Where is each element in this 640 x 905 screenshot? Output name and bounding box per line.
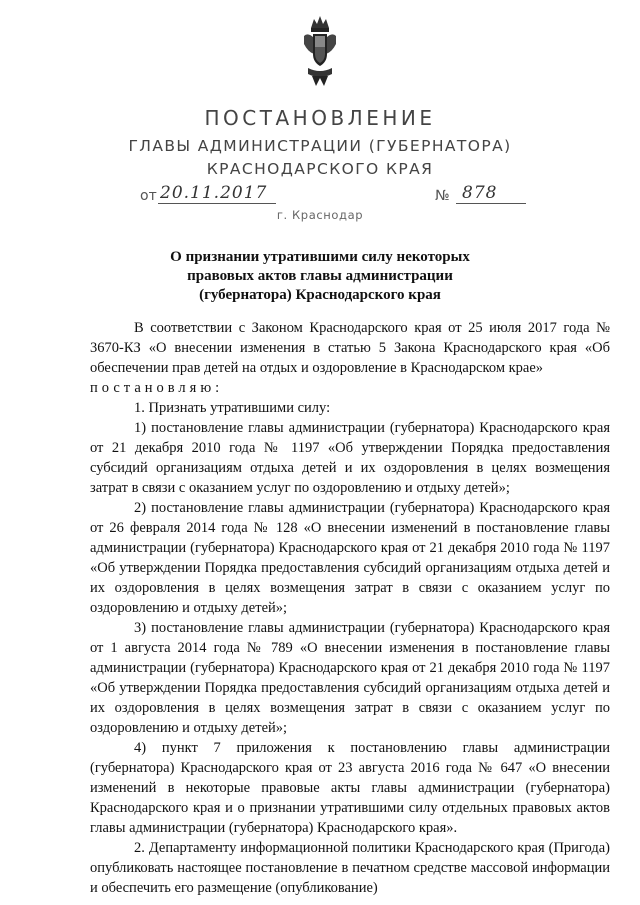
subitem-3: 3) постановление главы администрации (губернатора) Краснодарского края от 1 августа 2014 года № 789 «О внесении изменения в постановление главы администрации (губернатора) Краснодарского края от 21 декабря 2010 года № 1197 «Об утверждении Порядка предоставления субсидий организациям отдыха детей и их оздоровления в целях возмещения затрат в связи с оказанием услуг по оздоровлению и отдыху детей»; bbox=[90, 620, 610, 736]
number-label: № bbox=[435, 188, 450, 204]
subitem-2: 2) постановление главы администрации (губернатора) Краснодарского края от 26 февраля 2014 года № 128 «О внесении изменений в постановление главы администрации (губернатора) Краснодарского края от 21 декабря 2010 года № 1197 «Об утверждении Порядка предоставления субсидий организациям отдыха детей и их оздоровления в целях возмещения затрат в связи с оказанием услуг по оздоровлению и отдыху детей»; bbox=[90, 500, 610, 616]
title-line: О признании утратившими силу некоторых bbox=[170, 249, 470, 265]
subitem-1: 1) постановление главы администрации (губернатора) Краснодарского края от 21 декабря 2010 года № 1197 «Об утверждении Порядка предоставления субсидий организациям отдыха детей и их оздоровления в целях возмещения затрат в связи с оказанием услуг по оздоровлению и отдыху детей»; bbox=[90, 420, 610, 496]
title-line: (губернатора) Краснодарского края bbox=[199, 287, 441, 303]
subitem-4: 4) пункт 7 приложения к постановлению главы администрации (губернатора) Краснодарского края от 23 августа 2016 года № 647 «О внесении изменений в некоторые правовые акты главы администрации (губернатора) Краснодарского края и о признании утратившими силу отдельных правовых актов главы администрации (губернатора) Краснодарского края». bbox=[90, 740, 610, 836]
document-body bbox=[90, 318, 610, 898]
resolve-word: постановляю: bbox=[90, 380, 224, 396]
letterhead-region: КРАСНОДАРСКОГО КРАЯ bbox=[206, 160, 434, 178]
preamble-paragraph: В соответствии с Законом Краснодарского края от 25 июля 2017 года № 3670-КЗ «О внесении изменения в статью 5 Закона Краснодарского края «Об обеспечении прав детей на отдых и оздоровление в Краснодарском крае» bbox=[90, 320, 610, 376]
date-underline bbox=[158, 203, 276, 204]
title-line: правовых актов главы администрации bbox=[187, 268, 453, 284]
document-title bbox=[0, 248, 640, 305]
document-date: 20.11.2017 bbox=[160, 183, 268, 203]
number-underline bbox=[456, 203, 526, 204]
coat-of-arms-icon bbox=[302, 14, 338, 88]
item-2: 2. Департаменту информационной политики Краснодарского края (Пригода) опубликовать настоящее постановление в печатном средстве массовой информации и обеспечить его размещение (опубликование) bbox=[90, 840, 610, 896]
letterhead-authority: ГЛАВЫ АДМИНИСТРАЦИИ (ГУБЕРНАТОРА) bbox=[128, 137, 512, 155]
letterhead-title: ПОСТАНОВЛЕНИЕ bbox=[204, 106, 436, 130]
item-1: 1. Признать утратившими силу: bbox=[134, 400, 331, 416]
date-label: от bbox=[140, 188, 157, 204]
document-number: 878 bbox=[462, 183, 498, 203]
city-label: г. Краснодар bbox=[276, 208, 364, 222]
